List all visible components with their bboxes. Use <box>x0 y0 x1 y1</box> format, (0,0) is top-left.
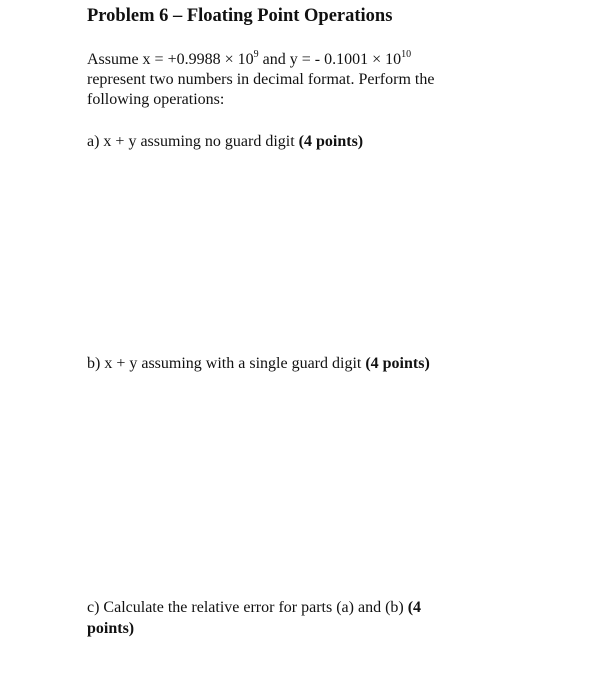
y-exponent: 10 <box>401 48 412 60</box>
part-b <box>87 354 430 374</box>
part-a-text: a) x + y assuming no guard digit <box>87 133 299 150</box>
part-a <box>87 132 363 152</box>
x-definition: Assume x = +0.9988 × 10 <box>87 51 254 68</box>
part-c-points-close: points) <box>87 620 135 637</box>
statement-line-3: following operations: <box>87 91 225 108</box>
problem-title: Problem 6 – Floating Point Operations <box>87 6 393 26</box>
part-b-text: b) x + y assuming with a single guard digit <box>87 355 366 372</box>
y-definition: and y = - 0.1001 × 10 <box>258 51 402 68</box>
part-b-points: (4 points) <box>365 355 430 372</box>
part-a-points: (4 points) <box>298 133 364 150</box>
part-c <box>87 597 421 639</box>
part-c-text: c) Calculate the relative error for parts (a) and (b) <box>87 599 408 616</box>
x-exponent: 9 <box>253 48 259 60</box>
part-c-points-open: (4 <box>407 599 422 616</box>
statement-line-1 <box>87 50 507 70</box>
statement-line-2: represent two numbers in decimal format. Perform the <box>87 71 435 88</box>
problem-statement <box>87 50 507 110</box>
part-c-line-1 <box>87 597 421 618</box>
